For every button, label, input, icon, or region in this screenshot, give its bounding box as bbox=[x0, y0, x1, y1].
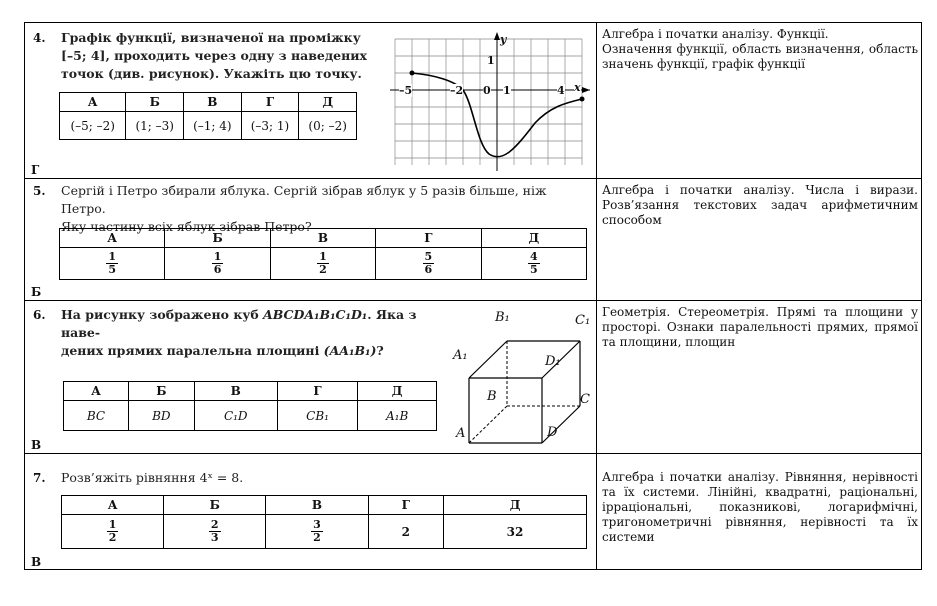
vertex-d: D bbox=[547, 425, 558, 440]
task-5-answer: Б bbox=[31, 285, 42, 299]
task-7-answer: В bbox=[31, 555, 42, 569]
option-letter: В bbox=[270, 229, 375, 248]
numerator: 5 bbox=[424, 250, 433, 263]
topic-line: Алгебра і початки аналізу. Функції. bbox=[602, 27, 829, 41]
option-letter: А bbox=[64, 382, 129, 401]
option-letter: Г bbox=[368, 496, 444, 515]
task-6-number: 6. bbox=[33, 308, 46, 322]
task-6-text bbox=[61, 306, 451, 360]
option-letter: Г bbox=[277, 382, 357, 401]
graph-tick: 4 bbox=[557, 84, 565, 97]
option-value bbox=[270, 248, 375, 280]
option-value: (1; –3) bbox=[126, 112, 184, 140]
option-letter: Г bbox=[376, 229, 481, 248]
task-5-topic: Алгебра і початки аналізу. Числа і вирази. Розв’язання текстових задач арифметичним способом bbox=[602, 183, 918, 227]
task-6-options bbox=[63, 381, 437, 431]
option-letter: В bbox=[184, 93, 242, 112]
option-letter: Б bbox=[126, 93, 184, 112]
fraction bbox=[212, 251, 224, 276]
graph-tick: –2 bbox=[450, 84, 464, 97]
option-letter: Б bbox=[165, 229, 270, 248]
numerator: 1 bbox=[319, 250, 327, 263]
option-value: (–1; 4) bbox=[184, 112, 242, 140]
numerator: 2 bbox=[210, 518, 219, 531]
row-divider bbox=[25, 453, 921, 454]
graph-y-label: y bbox=[500, 33, 507, 46]
option-letter: Д bbox=[358, 382, 437, 401]
option-letter: Б bbox=[128, 382, 194, 401]
text: . Яка з наве- bbox=[61, 307, 417, 340]
graph-tick: 0 bbox=[483, 84, 491, 97]
denominator: 2 bbox=[108, 531, 117, 544]
denominator: 6 bbox=[213, 263, 222, 276]
option-letter: А bbox=[60, 229, 165, 248]
denominator: 6 bbox=[424, 263, 433, 276]
task-4-options bbox=[59, 92, 357, 140]
task-7-text bbox=[61, 469, 243, 487]
option-letter: В bbox=[194, 382, 277, 401]
fraction bbox=[528, 251, 540, 276]
vertex-a1: A₁ bbox=[453, 348, 468, 363]
option-value bbox=[60, 248, 165, 280]
topic-line: Означення функції, область визначення, область значень функції, графік функції bbox=[602, 42, 918, 71]
equation: 4ˣ = 8. bbox=[199, 470, 244, 485]
fraction bbox=[107, 519, 119, 544]
cube-name: ABCDA₁B₁C₁D₁ bbox=[263, 307, 368, 322]
fraction bbox=[311, 519, 323, 544]
numerator: 4 bbox=[529, 250, 538, 263]
option-value: BC bbox=[64, 401, 129, 431]
option-value bbox=[376, 248, 481, 280]
denominator: 5 bbox=[529, 263, 538, 276]
option-value: (–3; 1) bbox=[241, 112, 299, 140]
numerator: 1 bbox=[108, 250, 117, 263]
option-letter: А bbox=[62, 496, 164, 515]
option-value bbox=[164, 515, 266, 549]
vertex-b1: B₁ bbox=[495, 310, 510, 325]
task-4-line: Графік функції, визначеної на проміжку bbox=[61, 30, 361, 45]
vertex-c: C bbox=[580, 392, 590, 407]
option-value: (0; –2) bbox=[299, 112, 357, 140]
option-value bbox=[165, 248, 270, 280]
vertex-a: A bbox=[456, 426, 466, 441]
task-5-number: 5. bbox=[33, 184, 46, 198]
text: дених прямих паралельна площині bbox=[61, 343, 324, 358]
task-6-line bbox=[61, 306, 451, 342]
numerator: 3 bbox=[313, 518, 321, 531]
task-7-options bbox=[61, 495, 587, 549]
task-5-options bbox=[59, 228, 587, 280]
fraction bbox=[423, 251, 435, 276]
vertex-d1: D₁ bbox=[545, 354, 561, 369]
task-4-answer: Г bbox=[31, 163, 40, 177]
fraction bbox=[317, 251, 329, 276]
task-4-text bbox=[61, 29, 367, 83]
plane-name: (AA₁B₁) bbox=[323, 343, 377, 358]
numerator: 1 bbox=[213, 250, 222, 263]
tasks-table bbox=[24, 22, 922, 570]
task-7-topic: Алгебра і початки аналізу. Рівняння, нерівності та їх системи. Лінійні, квадратні, раціональні, ірраціональні, показникові, логарифмічні, тригонометричні рівняння, нерівності та їх системи bbox=[602, 470, 918, 544]
option-letter: А bbox=[60, 93, 126, 112]
denominator: 2 bbox=[313, 531, 321, 544]
option-letter: Г bbox=[241, 93, 299, 112]
function-graph bbox=[385, 29, 595, 175]
text: ? bbox=[376, 343, 384, 358]
option-value: BD bbox=[128, 401, 194, 431]
vertex-c1: C₁ bbox=[575, 313, 591, 328]
denominator: 2 bbox=[319, 263, 327, 276]
task-5-line: Яку частину всіх яблук зібрав Петро? bbox=[61, 219, 312, 234]
option-value bbox=[266, 515, 368, 549]
option-letter: В bbox=[266, 496, 368, 515]
option-letter: Д bbox=[444, 496, 587, 515]
cube-figure bbox=[455, 311, 595, 451]
option-value bbox=[62, 515, 164, 549]
vertex-b: B bbox=[487, 389, 497, 404]
option-letter: Д bbox=[481, 229, 586, 248]
option-letter: Д bbox=[299, 93, 357, 112]
option-value bbox=[481, 248, 586, 280]
text: На рисунку зображено куб bbox=[61, 307, 264, 322]
option-value: C₁D bbox=[194, 401, 277, 431]
task-7-number: 7. bbox=[33, 471, 46, 485]
graph-x-label: x bbox=[574, 81, 581, 94]
denominator: 5 bbox=[108, 263, 117, 276]
option-value: 32 bbox=[444, 515, 587, 549]
task-4-line: [–5; 4], проходить через одну з наведених bbox=[61, 48, 368, 63]
task-4-number: 4. bbox=[33, 31, 46, 45]
option-value: (–5; –2) bbox=[60, 112, 126, 140]
text: Розв’яжіть рівняння bbox=[61, 470, 200, 485]
fraction bbox=[106, 251, 118, 276]
numerator: 1 bbox=[108, 518, 117, 531]
task-6-line bbox=[61, 342, 451, 360]
task-4-line: точок (див. рисунок). Укажіть цю точку. bbox=[61, 66, 362, 81]
graph-tick: –5 bbox=[399, 84, 413, 97]
row-divider bbox=[25, 178, 921, 179]
column-divider bbox=[596, 23, 597, 569]
graph-one-label: 1 bbox=[487, 54, 495, 67]
option-value: CB₁ bbox=[277, 401, 357, 431]
task-6-answer: В bbox=[31, 438, 42, 452]
graph-tick: 1 bbox=[503, 84, 511, 97]
fraction bbox=[209, 519, 221, 544]
option-letter: Б bbox=[164, 496, 266, 515]
task-5-line: Сергій і Петро збирали яблука. Сергій зібрав яблук у 5 разів більше, ніж Петро. bbox=[61, 183, 547, 216]
option-value: 2 bbox=[368, 515, 444, 549]
row-divider bbox=[25, 300, 921, 301]
option-value: A₁B bbox=[358, 401, 437, 431]
denominator: 3 bbox=[210, 531, 219, 544]
task-4-topic bbox=[602, 27, 918, 72]
task-6-topic: Геометрія. Стереометрія. Прямі та площини у просторі. Ознаки паралельності прямих, прямої та площини, площин bbox=[602, 305, 918, 349]
